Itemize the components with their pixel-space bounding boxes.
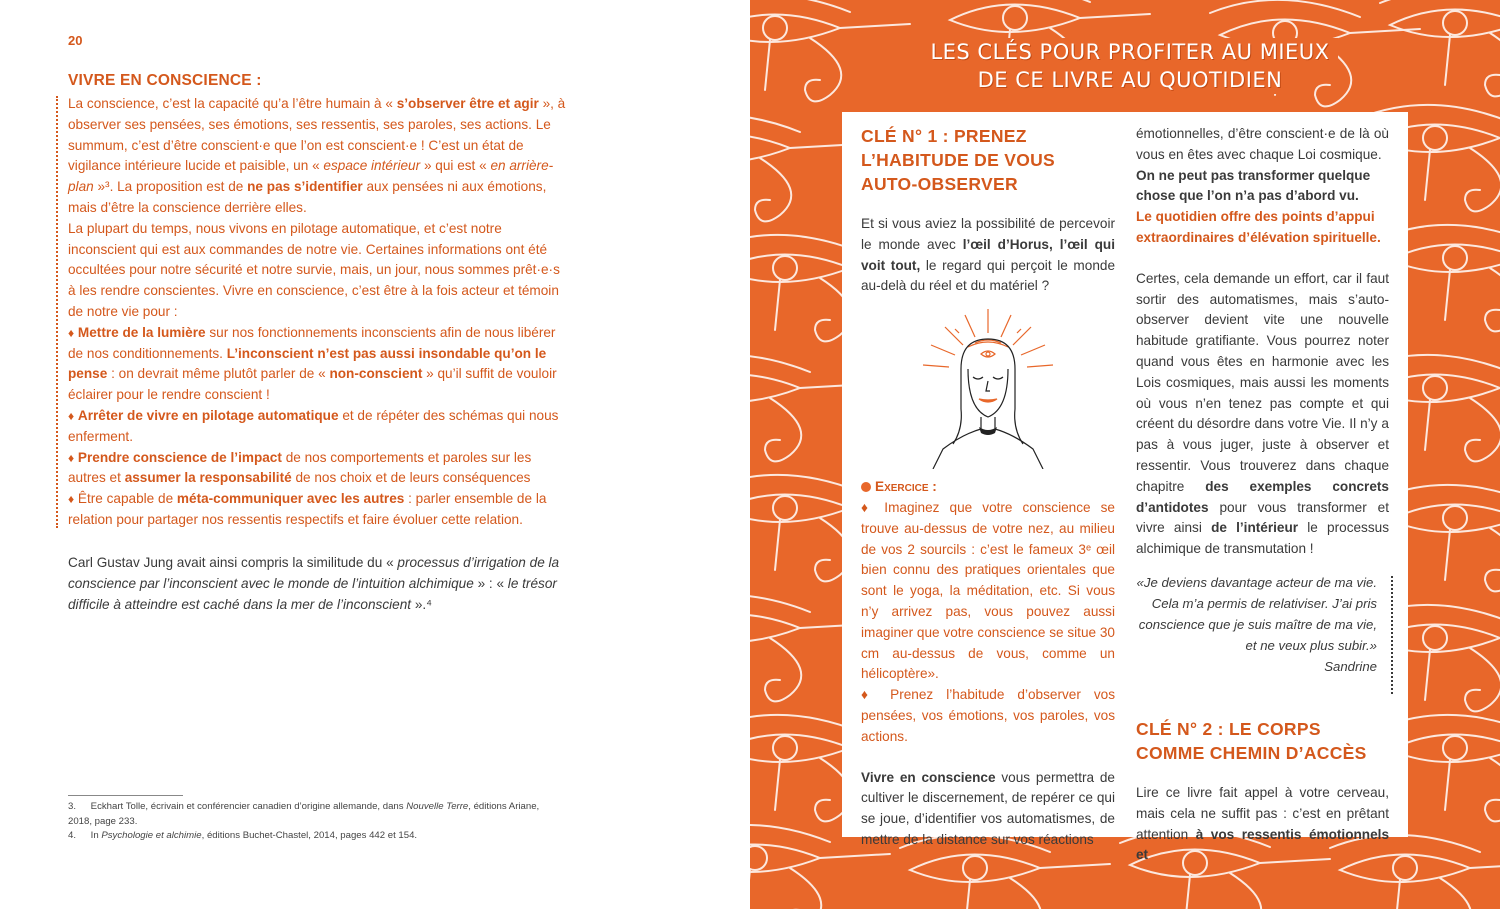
text: Carl Gustav Jung avait ainsi compris la similitude du « [68,555,394,570]
page-number: 20 [68,33,83,48]
emphasis: méta-communiquer avec les autres [176,491,405,507]
column-right [1136,124,1389,866]
text: le regard qui perçoit le monde au-delà du réel et du matériel ? [861,257,1115,294]
emphasis: s’observer être et agir [396,96,539,111]
emphasis: ne pas s’identifier [247,179,363,195]
text: » : « [477,576,505,591]
text: de nos choix et de leurs conséquences [295,470,531,486]
text: aux pensées ni aux émotions, mais d’être la conscience derrière elles. [68,179,547,215]
quote-dotted-rule [1391,576,1393,694]
bullet-4 [68,489,570,531]
text: Être capable de [77,491,174,507]
cle-2-paragraph [1136,783,1389,866]
diamond-icon: ♦ [68,492,75,507]
emphasis: Le quotidien offre des points d’appui extraordinaires d’élévation spirituelle. [1136,209,1381,245]
text: » qui est « [423,158,487,174]
text: ».⁴ [414,597,433,612]
exercise-label: Exercice : [875,479,937,495]
italic-text: en arrière-plan [68,158,554,195]
emphasis: Mettre de la lumière [77,324,206,340]
emphasis: à vos ressentis émotionnels et [1136,826,1390,863]
banner-line-1: LES CLÉS POUR PROFITER AU MIEUX [922,38,1337,66]
exercise-item-2: ♦ Prenez l’habitude d’observer vos pensées, vos émotions, vos paroles, vos actions. [861,687,1115,744]
exercise-item-1: ♦ Imaginez que votre conscience se trouve au-dessus de votre nez, au milieu de vos 2 sourcils : c’est le fameux 3ᵉ œil bien connu des pratiques orientales que sont le yoga, la méditation, etc. Si vous n’y arrivez pas, vous pouvez aussi imaginer que votre conscience se situe 30 cm au-dessus de vous, comme un hélicoptère». [861,499,1115,682]
emphasis: assumer la responsabilité [124,470,292,486]
emphasis: On ne peut pas transformer quelque chose que l’on n’a pas d’abord vu. [1136,167,1371,204]
diamond-icon: ♦ [68,408,75,423]
dotted-rule [56,96,58,528]
content-panel [842,112,1408,863]
section-title: VIVRE EN CONSCIENCE : [68,72,262,89]
quote-author: Sandrine [1324,658,1377,674]
emphasis: l’œil d’Horus, l’œil qui voit tout, [861,236,1116,273]
footnote-number: 4. [68,830,77,842]
exercise-heading [861,477,1115,498]
right-page [750,0,1500,909]
emphasis: Arrêter de vivre en pilotage automatique [77,407,339,423]
text: , éditions Buchet-Chastel, 2014, pages 442 et 154. [201,830,418,842]
text: le processus alchimique de transmutation ! [1136,520,1390,557]
cle-2-title: CLÉ N° 2 : LE CORPS COMME CHEMIN D’ACCÈS [1136,718,1367,763]
emphasis: Prendre conscience de l’impact [77,449,282,465]
cle-1-title: CLÉ N° 1 : PRENEZ L’HABITUDE DE VOUS AUTO-OBSERVER [861,126,1056,194]
footnotes [68,800,548,844]
intro-paragraph-2: La plupart du temps, nous vivons en pilotage automatique, et c’est notre inconscient qui est aux commandes de notre vie. Certaines informations ont été occultées pour notre sécurité et notre survie, mais, un jour, nous sommes prêt·e·s à les rendre conscientes. Vivre en conscience, c’est être à la fois acteur et témoin de notre vie pour : [68,220,560,319]
jung-paragraph [68,552,573,615]
footnote-number: 3. [68,801,77,812]
intro-text [68,94,570,531]
text: de nos comportements et paroles sur les autres et [68,449,532,486]
footnote-4 [68,829,548,844]
woman-third-eye-icon [913,309,1063,469]
text: », à observer ses pensées, ses émotions, ses ressentis, ses paroles, ses actions. Le summum, c’est d’être conscient·e que l’on est conscient·e ! C’est un état de vigilance intérieure lucide et paisible, un « [68,96,566,174]
colb-paragraph-2 [1136,269,1389,560]
emphasis: des exemples concrets d’antidotes [1136,478,1389,515]
text: Et si vous aviez la possibilité de percevoir le monde avec [861,216,1115,252]
colb-orange-statement [1136,207,1389,249]
emphasis: Vivre en conscience [861,769,996,785]
cle-1-intro [861,214,1115,297]
italic-text: processus d’irrigation de la conscience par l’inconscient avec le monde de l’intuition alchimique [68,555,560,591]
emphasis: L’inconscient n’est pas aussi insondable qu’on le pense [68,345,547,382]
text: vous permettra de cultiver le discernement, de repérer ce qui se joue, d’identifier vos automatismes, de mettre de la distance sur vos réactions [861,769,1115,847]
bullet-2 [68,406,570,448]
emphasis: non-conscient [329,366,423,382]
diamond-icon: ♦ [68,325,75,340]
vivre-paragraph [861,768,1115,851]
diamond-icon: ♦ [68,450,75,465]
book-title: Nouvelle Terre [406,801,469,812]
text: pour vous transformer et vivre ainsi [1136,499,1389,536]
footnote-3 [68,800,548,829]
intro-paragraph-1 [68,94,570,219]
text: : on devrait même plutôt parler de « [111,366,326,382]
text: Eckhart Tolle, écrivain et conférencier canadien d’origine allemande, dans [90,801,404,812]
column-left [861,124,1115,851]
emphasis: de l’intérieur [1211,520,1299,536]
text: »³. La proposition est de [97,179,244,195]
quote-text: «Je deviens davantage acteur de ma vie. Cela m’a permis de relativiser. J’ai pris conscience que je suis maître de ma vie, et ne veux plus subir.» [1136,574,1377,653]
text: , éditions Ariane, 2018, page 233. [68,801,540,827]
testimonial-quote [1136,572,1389,677]
italic-text: le trésor difficile à atteindre est caché dans la mer de l’inconscient [68,576,557,612]
text: : parler ensemble de la relation pour partager nos ressentis respectifs et faire évoluer cette relation. [68,491,547,527]
colb-bold-statement [1136,166,1389,208]
colb-paragraph-1: émotionnelles, d’être conscient·e de là où vous en êtes avec chaque Loi cosmique. [1136,126,1389,162]
text: sur nos fonctionnements inconscients afin de nous libérer de nos conditionnements. [68,324,556,361]
header-banner [920,38,1340,94]
bullet-dot-icon [861,482,871,492]
text: In [90,830,99,842]
text: Lire ce livre fait appel à votre cerveau, mais cela ne suffit pas : c’est en prêtant attention [1136,784,1389,842]
bullet-3 [68,448,570,490]
banner-line-2: DE CE LIVRE AU QUOTIDIEN [970,66,1291,94]
text: et de répéter des schémas qui nous enferment. [68,407,559,444]
text: Certes, cela demande un effort, car il faut sortir des automatismes, mais s’auto-observer devient vite une nouvelle habitude gratifiante. Vous pourrez noter quand vous êtes en harmonie avec les Lois cosmiques, mais aussi les moments où vous n’en tenez pas compte et qui créent du désordre dans votre Vie. Il n’y a pas à vous juger, juste à observer et ressentir. Vous trouverez dans chaque chapitre [1136,270,1389,494]
text: » qu’il suffit de vouloir éclairer pour le rendre conscient ! [68,366,557,403]
book-title: Psychologie et alchimie [101,830,202,842]
text: La conscience, c’est la capacité qu’a l’être humain à « [68,96,393,111]
footnote-divider [68,795,183,796]
bullet-1 [68,323,570,406]
italic-text: espace intérieur [323,158,421,174]
